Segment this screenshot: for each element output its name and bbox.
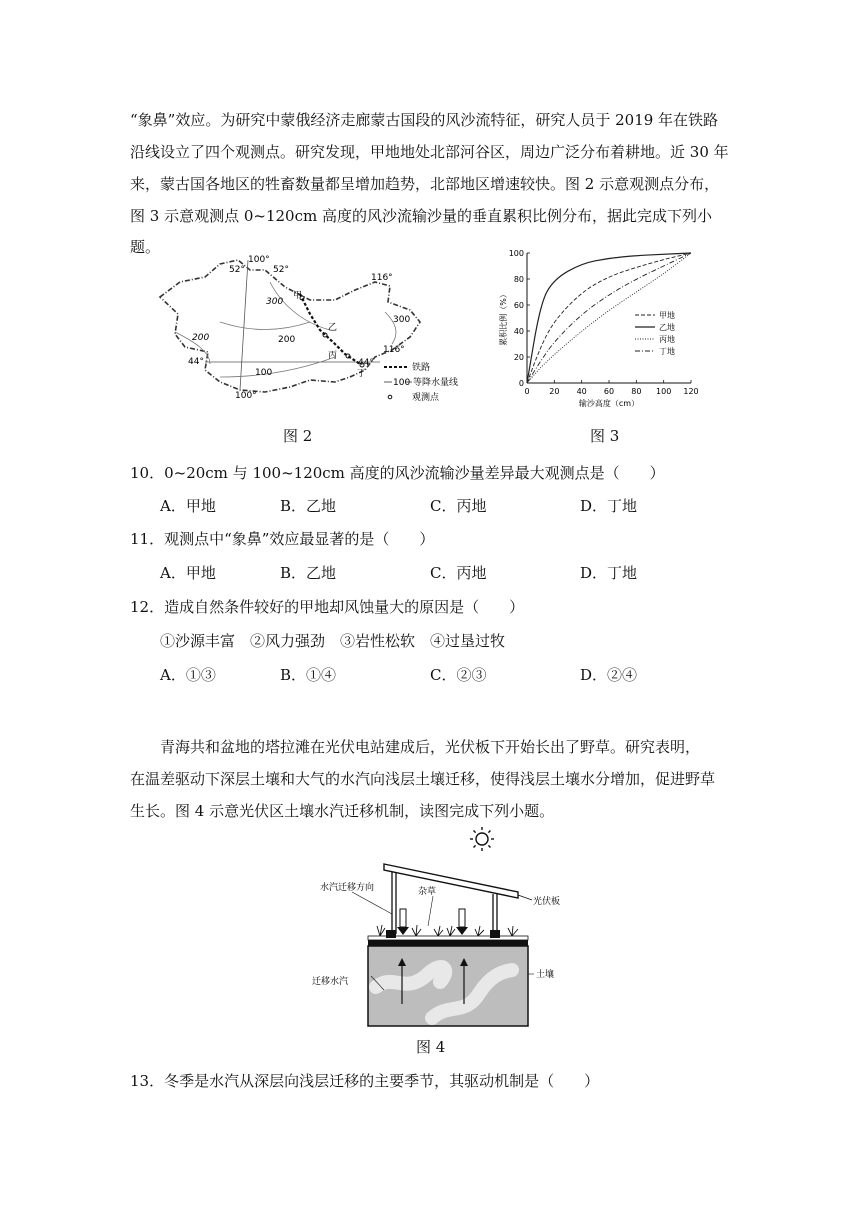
legend-railway: 铁路 [412,363,431,373]
passage2-line: 青海共和盆地的塔拉滩在光伏电站建成后，光伏板下开始长出了野草。研究表明， [160,738,701,756]
q12-items: ①沙源丰富 ②风力强劲 ③岩性松软 ④过垦过牧 [160,632,506,650]
isoline-label: 300 [266,297,284,307]
figure2-caption: 图 2 [283,427,313,445]
pv-panel [384,864,518,898]
point-label: 乙 [328,323,338,333]
y-axis-label: 累积比例（%） [499,290,508,346]
lat-label: 44° [358,358,374,368]
figure3-chart [495,245,710,410]
q12-option-c: C．②③ [430,666,487,684]
x-tick-label: 80 [631,387,642,396]
q10-option-d: D．丁地 [580,497,638,515]
question-11-stem: 11．观测点中“象鼻”效应最显著的是（ ） [130,530,435,548]
legend-isoline-value: 100 [393,378,411,388]
q12-option-a: A．①③ [160,666,216,684]
x-tick-label: 0 [524,387,530,396]
point-label: 丁 [357,369,367,379]
point-label: 甲 [293,291,303,301]
q11-option-a: A．甲地 [160,564,216,582]
q11-option-c: C．丙地 [430,564,487,582]
passage2-line: 生长。图 4 示意光伏区土壤水汽迁移机制，读图完成下列小题。 [130,802,555,820]
legend-label: 乙地 [659,323,675,332]
x-tick-label: 100 [656,387,672,396]
isoline-label: 200 [278,335,296,345]
label-pv-panel: 光伏板 [533,897,561,907]
y-tick-label: 60 [513,301,524,310]
intro-line: 沿线设立了四个观测点。研究发现，甲地地处北部河谷区，周边广泛分布着耕地。近 30 年 [130,143,729,161]
figure2-map [150,252,459,403]
legend-label: 丙地 [659,335,675,344]
legend-label: 甲地 [659,311,675,320]
x-axis-label: 输沙高度（cm） [578,399,640,408]
isoline-label: 300 [393,315,411,325]
label-migrating-vapor: 迁移水汽 [312,977,349,987]
lon-label: 116° [383,345,405,355]
q11-option-d: D．丁地 [580,564,638,582]
label-weeds: 杂草 [418,887,437,897]
lon-label: 52° [273,265,289,275]
intro-line: 图 3 示意观测点 0~120cm 高度的风沙流输沙量的垂直累积比例分布，据此完成下列小题。 [130,207,712,256]
figure4-diagram [300,822,570,1032]
lon-label: 100° [248,255,270,265]
y-tick-label: 80 [513,275,524,284]
label-vapor-direction: 水汽迁移方向 [320,883,375,893]
figure3-caption: 图 3 [590,427,620,445]
q10-option-b: B．乙地 [280,497,337,515]
passage2-line: 在温差驱动下深层土壤和大气的水汽向浅层土壤迁移，使得浅层土壤水分增加，促进野草 [130,770,716,788]
isoline-label: 100 [255,368,273,378]
x-tick-label: 20 [549,387,560,396]
q10-option-c: C．丙地 [430,497,487,515]
isoline-label: 200 [192,333,210,343]
y-tick-label: 40 [513,327,524,336]
intro-line: 来，蒙古国各地区的牲畜数量都呈增加趋势，北部地区增速较快。图 2 示意观测点分布， [130,175,720,193]
question-13-stem: 13．冬季是水汽从深层向浅层迁移的主要季节，其驱动机制是（ ） [130,1072,600,1090]
point-label: 丙 [328,351,338,361]
legend-label: 丁地 [659,347,675,356]
legend-obs-point: 观测点 [412,393,440,403]
q10-option-a: A．甲地 [160,497,216,515]
x-tick-label: 60 [603,387,615,396]
lon-label: 116° [371,273,393,283]
question-10-stem: 10．0~20cm 与 100~120cm 高度的风沙流输沙量差异最大观测点是（ ） [130,464,665,482]
lat-label: 44° [188,357,204,367]
x-tick-label: 120 [683,387,699,396]
question-12-stem: 12．造成自然条件较好的甲地却风蚀量大的原因是（ ） [130,598,525,616]
intro-line: “象鼻”效应。为研究中蒙俄经济走廊蒙古国段的风沙流特征，研究人员于 2019 年在铁路 [130,111,719,129]
x-tick-label: 40 [576,387,587,396]
q11-option-b: B．乙地 [280,564,337,582]
label-soil: 土壤 [536,970,555,980]
sun-icon [470,827,494,851]
lon-label: 52° [229,265,245,275]
q12-option-b: B．①④ [280,666,337,684]
lon-label: 100° [235,391,257,401]
figure4-caption: 图 4 [416,1038,446,1056]
legend-isoline: 等降水量线 [413,378,459,388]
y-tick-label: 20 [513,353,524,362]
y-tick-label: 100 [508,249,524,258]
q12-option-d: D．②④ [580,666,638,684]
y-tick-label: 0 [518,379,524,388]
